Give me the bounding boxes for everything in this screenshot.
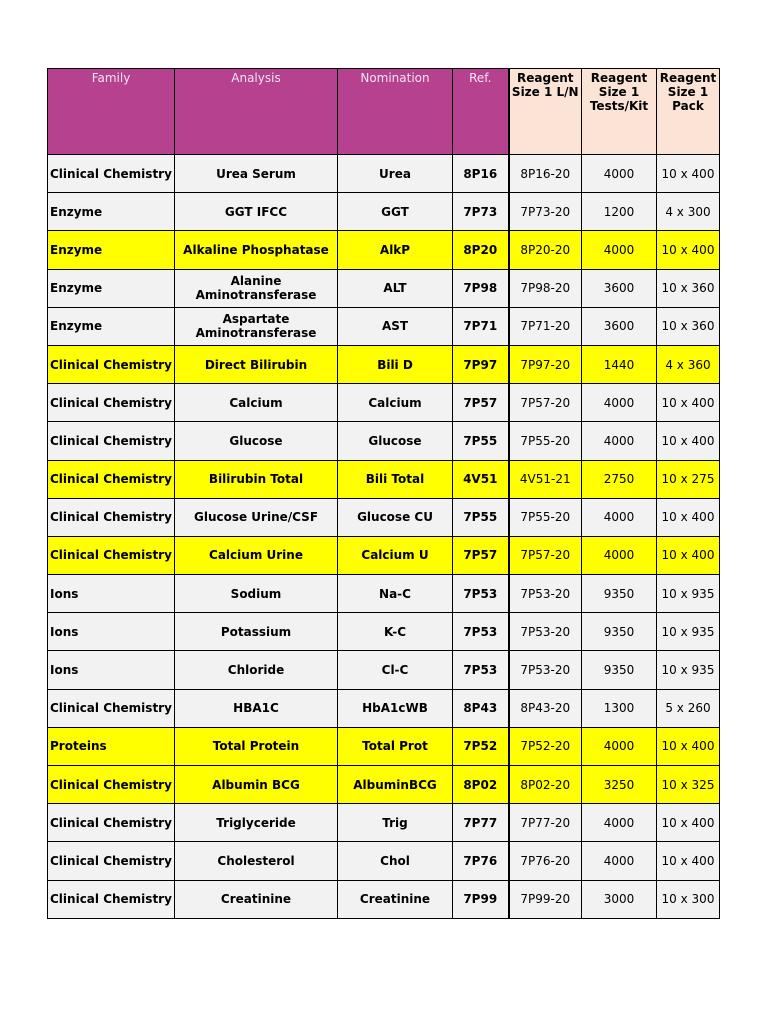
analysis-cell: Chloride bbox=[175, 651, 338, 689]
reagent-ln-cell: 7P55-20 bbox=[509, 422, 582, 460]
pack-cell: 10 x 400 bbox=[657, 804, 720, 842]
family-cell: Clinical Chemistry bbox=[48, 766, 175, 804]
table-row bbox=[48, 613, 720, 651]
pack-cell: 10 x 275 bbox=[657, 460, 720, 498]
table-row bbox=[48, 155, 720, 193]
tests-per-kit-cell: 4000 bbox=[582, 842, 657, 880]
ref-cell: 7P98 bbox=[453, 269, 509, 307]
ref-cell: 7P57 bbox=[453, 384, 509, 422]
reagent-ln-cell: 7P71-20 bbox=[509, 307, 582, 345]
family-cell: Clinical Chemistry bbox=[48, 345, 175, 383]
tests-per-kit-cell: 4000 bbox=[582, 498, 657, 536]
family-cell: Clinical Chemistry bbox=[48, 155, 175, 193]
table-row bbox=[48, 307, 720, 345]
analysis-cell: Potassium bbox=[175, 613, 338, 651]
table-row bbox=[48, 651, 720, 689]
family-cell: Clinical Chemistry bbox=[48, 804, 175, 842]
table-row bbox=[48, 460, 720, 498]
table-row bbox=[48, 536, 720, 574]
ref-cell: 7P57 bbox=[453, 536, 509, 574]
tests-per-kit-cell: 3000 bbox=[582, 880, 657, 918]
analysis-cell: HBA1C bbox=[175, 689, 338, 727]
analysis-cell: Alkaline Phosphatase bbox=[175, 231, 338, 269]
tests-per-kit-cell: 3600 bbox=[582, 307, 657, 345]
reagent-ln-cell: 8P43-20 bbox=[509, 689, 582, 727]
family-cell: Clinical Chemistry bbox=[48, 498, 175, 536]
ref-cell: 4V51 bbox=[453, 460, 509, 498]
nomination-cell: AlkP bbox=[338, 231, 453, 269]
table-row bbox=[48, 575, 720, 613]
pack-cell: 10 x 935 bbox=[657, 651, 720, 689]
nomination-cell: HbA1cWB bbox=[338, 689, 453, 727]
analysis-cell: Total Protein bbox=[175, 727, 338, 765]
nomination-cell: Glucose CU bbox=[338, 498, 453, 536]
pack-cell: 10 x 400 bbox=[657, 422, 720, 460]
analysis-cell: Direct Bilirubin bbox=[175, 345, 338, 383]
ref-cell: 8P16 bbox=[453, 155, 509, 193]
tests-per-kit-cell: 3250 bbox=[582, 766, 657, 804]
pack-cell: 10 x 360 bbox=[657, 269, 720, 307]
tests-per-kit-cell: 4000 bbox=[582, 804, 657, 842]
pack-cell: 10 x 360 bbox=[657, 307, 720, 345]
ref-cell: 7P55 bbox=[453, 498, 509, 536]
family-cell: Clinical Chemistry bbox=[48, 384, 175, 422]
table-row bbox=[48, 384, 720, 422]
ref-cell: 7P53 bbox=[453, 651, 509, 689]
ref-cell: 8P20 bbox=[453, 231, 509, 269]
family-cell: Clinical Chemistry bbox=[48, 422, 175, 460]
header-reagent-pack: Reagent Size 1 Pack bbox=[657, 69, 720, 155]
pack-cell: 10 x 400 bbox=[657, 231, 720, 269]
pack-cell: 4 x 360 bbox=[657, 345, 720, 383]
pack-cell: 10 x 400 bbox=[657, 155, 720, 193]
reagent-ln-cell: 7P99-20 bbox=[509, 880, 582, 918]
family-cell: Ions bbox=[48, 575, 175, 613]
reagent-ln-cell: 7P97-20 bbox=[509, 345, 582, 383]
tests-per-kit-cell: 9350 bbox=[582, 575, 657, 613]
reagent-ln-cell: 7P57-20 bbox=[509, 536, 582, 574]
table-body bbox=[48, 155, 720, 919]
analysis-cell: Alanine Aminotransferase bbox=[175, 269, 338, 307]
ref-cell: 7P71 bbox=[453, 307, 509, 345]
family-cell: Proteins bbox=[48, 727, 175, 765]
pack-cell: 4 x 300 bbox=[657, 193, 720, 231]
family-cell: Clinical Chemistry bbox=[48, 689, 175, 727]
ref-cell: 8P02 bbox=[453, 766, 509, 804]
nomination-cell: Na-C bbox=[338, 575, 453, 613]
analysis-cell: Calcium bbox=[175, 384, 338, 422]
table-row bbox=[48, 231, 720, 269]
ref-cell: 7P73 bbox=[453, 193, 509, 231]
pack-cell: 10 x 400 bbox=[657, 498, 720, 536]
nomination-cell: Bili Total bbox=[338, 460, 453, 498]
tests-per-kit-cell: 4000 bbox=[582, 422, 657, 460]
ref-cell: 7P55 bbox=[453, 422, 509, 460]
analysis-cell: Calcium Urine bbox=[175, 536, 338, 574]
table-row bbox=[48, 842, 720, 880]
family-cell: Enzyme bbox=[48, 307, 175, 345]
ref-cell: 7P77 bbox=[453, 804, 509, 842]
reagent-ln-cell: 7P76-20 bbox=[509, 842, 582, 880]
analysis-cell: Sodium bbox=[175, 575, 338, 613]
family-cell: Enzyme bbox=[48, 269, 175, 307]
reagent-ln-cell: 8P20-20 bbox=[509, 231, 582, 269]
pack-cell: 10 x 400 bbox=[657, 727, 720, 765]
header-ref: Ref. bbox=[453, 69, 509, 155]
reagent-ln-cell: 7P53-20 bbox=[509, 651, 582, 689]
reagent-ln-cell: 7P52-20 bbox=[509, 727, 582, 765]
analysis-cell: Albumin BCG bbox=[175, 766, 338, 804]
header-family: Family bbox=[48, 69, 175, 155]
pack-cell: 10 x 935 bbox=[657, 613, 720, 651]
header-reagent-ln: Reagent Size 1 L/N bbox=[509, 69, 582, 155]
reagent-ln-cell: 8P02-20 bbox=[509, 766, 582, 804]
table-row bbox=[48, 689, 720, 727]
family-cell: Ions bbox=[48, 613, 175, 651]
reagent-ln-cell: 4V51-21 bbox=[509, 460, 582, 498]
ref-cell: 7P52 bbox=[453, 727, 509, 765]
reagent-ln-cell: 8P16-20 bbox=[509, 155, 582, 193]
reagent-ln-cell: 7P57-20 bbox=[509, 384, 582, 422]
nomination-cell: Glucose bbox=[338, 422, 453, 460]
header-analysis: Analysis bbox=[175, 69, 338, 155]
reagent-ln-cell: 7P55-20 bbox=[509, 498, 582, 536]
table-row bbox=[48, 880, 720, 918]
nomination-cell: ALT bbox=[338, 269, 453, 307]
nomination-cell: Chol bbox=[338, 842, 453, 880]
nomination-cell: Calcium bbox=[338, 384, 453, 422]
header-nomination: Nomination bbox=[338, 69, 453, 155]
tests-per-kit-cell: 9350 bbox=[582, 651, 657, 689]
family-cell: Clinical Chemistry bbox=[48, 536, 175, 574]
tests-per-kit-cell: 1200 bbox=[582, 193, 657, 231]
analysis-cell: Bilirubin Total bbox=[175, 460, 338, 498]
reagent-table bbox=[47, 68, 720, 919]
family-cell: Clinical Chemistry bbox=[48, 460, 175, 498]
nomination-cell: AlbuminBCG bbox=[338, 766, 453, 804]
ref-cell: 7P99 bbox=[453, 880, 509, 918]
reagent-ln-cell: 7P98-20 bbox=[509, 269, 582, 307]
table-row bbox=[48, 727, 720, 765]
table-row bbox=[48, 422, 720, 460]
ref-cell: 7P97 bbox=[453, 345, 509, 383]
nomination-cell: Total Prot bbox=[338, 727, 453, 765]
analysis-cell: Glucose Urine/CSF bbox=[175, 498, 338, 536]
tests-per-kit-cell: 4000 bbox=[582, 536, 657, 574]
tests-per-kit-cell: 1440 bbox=[582, 345, 657, 383]
analysis-cell: Triglyceride bbox=[175, 804, 338, 842]
table-row bbox=[48, 269, 720, 307]
table-row bbox=[48, 498, 720, 536]
nomination-cell: K-C bbox=[338, 613, 453, 651]
family-cell: Ions bbox=[48, 651, 175, 689]
nomination-cell: Cl-C bbox=[338, 651, 453, 689]
tests-per-kit-cell: 9350 bbox=[582, 613, 657, 651]
nomination-cell: Urea bbox=[338, 155, 453, 193]
analysis-cell: Glucose bbox=[175, 422, 338, 460]
pack-cell: 10 x 325 bbox=[657, 766, 720, 804]
nomination-cell: Bili D bbox=[338, 345, 453, 383]
reagent-ln-cell: 7P53-20 bbox=[509, 613, 582, 651]
tests-per-kit-cell: 1300 bbox=[582, 689, 657, 727]
analysis-cell: Cholesterol bbox=[175, 842, 338, 880]
tests-per-kit-cell: 3600 bbox=[582, 269, 657, 307]
nomination-cell: Trig bbox=[338, 804, 453, 842]
header-reagent-tests: Reagent Size 1 Tests/Kit bbox=[582, 69, 657, 155]
table-row bbox=[48, 804, 720, 842]
analysis-cell: Creatinine bbox=[175, 880, 338, 918]
ref-cell: 8P43 bbox=[453, 689, 509, 727]
table-row bbox=[48, 766, 720, 804]
pack-cell: 10 x 400 bbox=[657, 536, 720, 574]
reagent-ln-cell: 7P77-20 bbox=[509, 804, 582, 842]
nomination-cell: Creatinine bbox=[338, 880, 453, 918]
ref-cell: 7P76 bbox=[453, 842, 509, 880]
ref-cell: 7P53 bbox=[453, 613, 509, 651]
family-cell: Enzyme bbox=[48, 231, 175, 269]
tests-per-kit-cell: 4000 bbox=[582, 155, 657, 193]
family-cell: Clinical Chemistry bbox=[48, 842, 175, 880]
analysis-cell: Aspartate Aminotransferase bbox=[175, 307, 338, 345]
pack-cell: 10 x 300 bbox=[657, 880, 720, 918]
tests-per-kit-cell: 2750 bbox=[582, 460, 657, 498]
pack-cell: 10 x 935 bbox=[657, 575, 720, 613]
reagent-ln-cell: 7P73-20 bbox=[509, 193, 582, 231]
family-cell: Clinical Chemistry bbox=[48, 880, 175, 918]
analysis-cell: Urea Serum bbox=[175, 155, 338, 193]
table-row bbox=[48, 193, 720, 231]
nomination-cell: GGT bbox=[338, 193, 453, 231]
nomination-cell: Calcium U bbox=[338, 536, 453, 574]
nomination-cell: AST bbox=[338, 307, 453, 345]
pack-cell: 10 x 400 bbox=[657, 384, 720, 422]
tests-per-kit-cell: 4000 bbox=[582, 727, 657, 765]
analysis-cell: GGT IFCC bbox=[175, 193, 338, 231]
family-cell: Enzyme bbox=[48, 193, 175, 231]
pack-cell: 5 x 260 bbox=[657, 689, 720, 727]
ref-cell: 7P53 bbox=[453, 575, 509, 613]
header-row bbox=[48, 69, 720, 155]
table-row bbox=[48, 345, 720, 383]
tests-per-kit-cell: 4000 bbox=[582, 384, 657, 422]
pack-cell: 10 x 400 bbox=[657, 842, 720, 880]
reagent-ln-cell: 7P53-20 bbox=[509, 575, 582, 613]
tests-per-kit-cell: 4000 bbox=[582, 231, 657, 269]
